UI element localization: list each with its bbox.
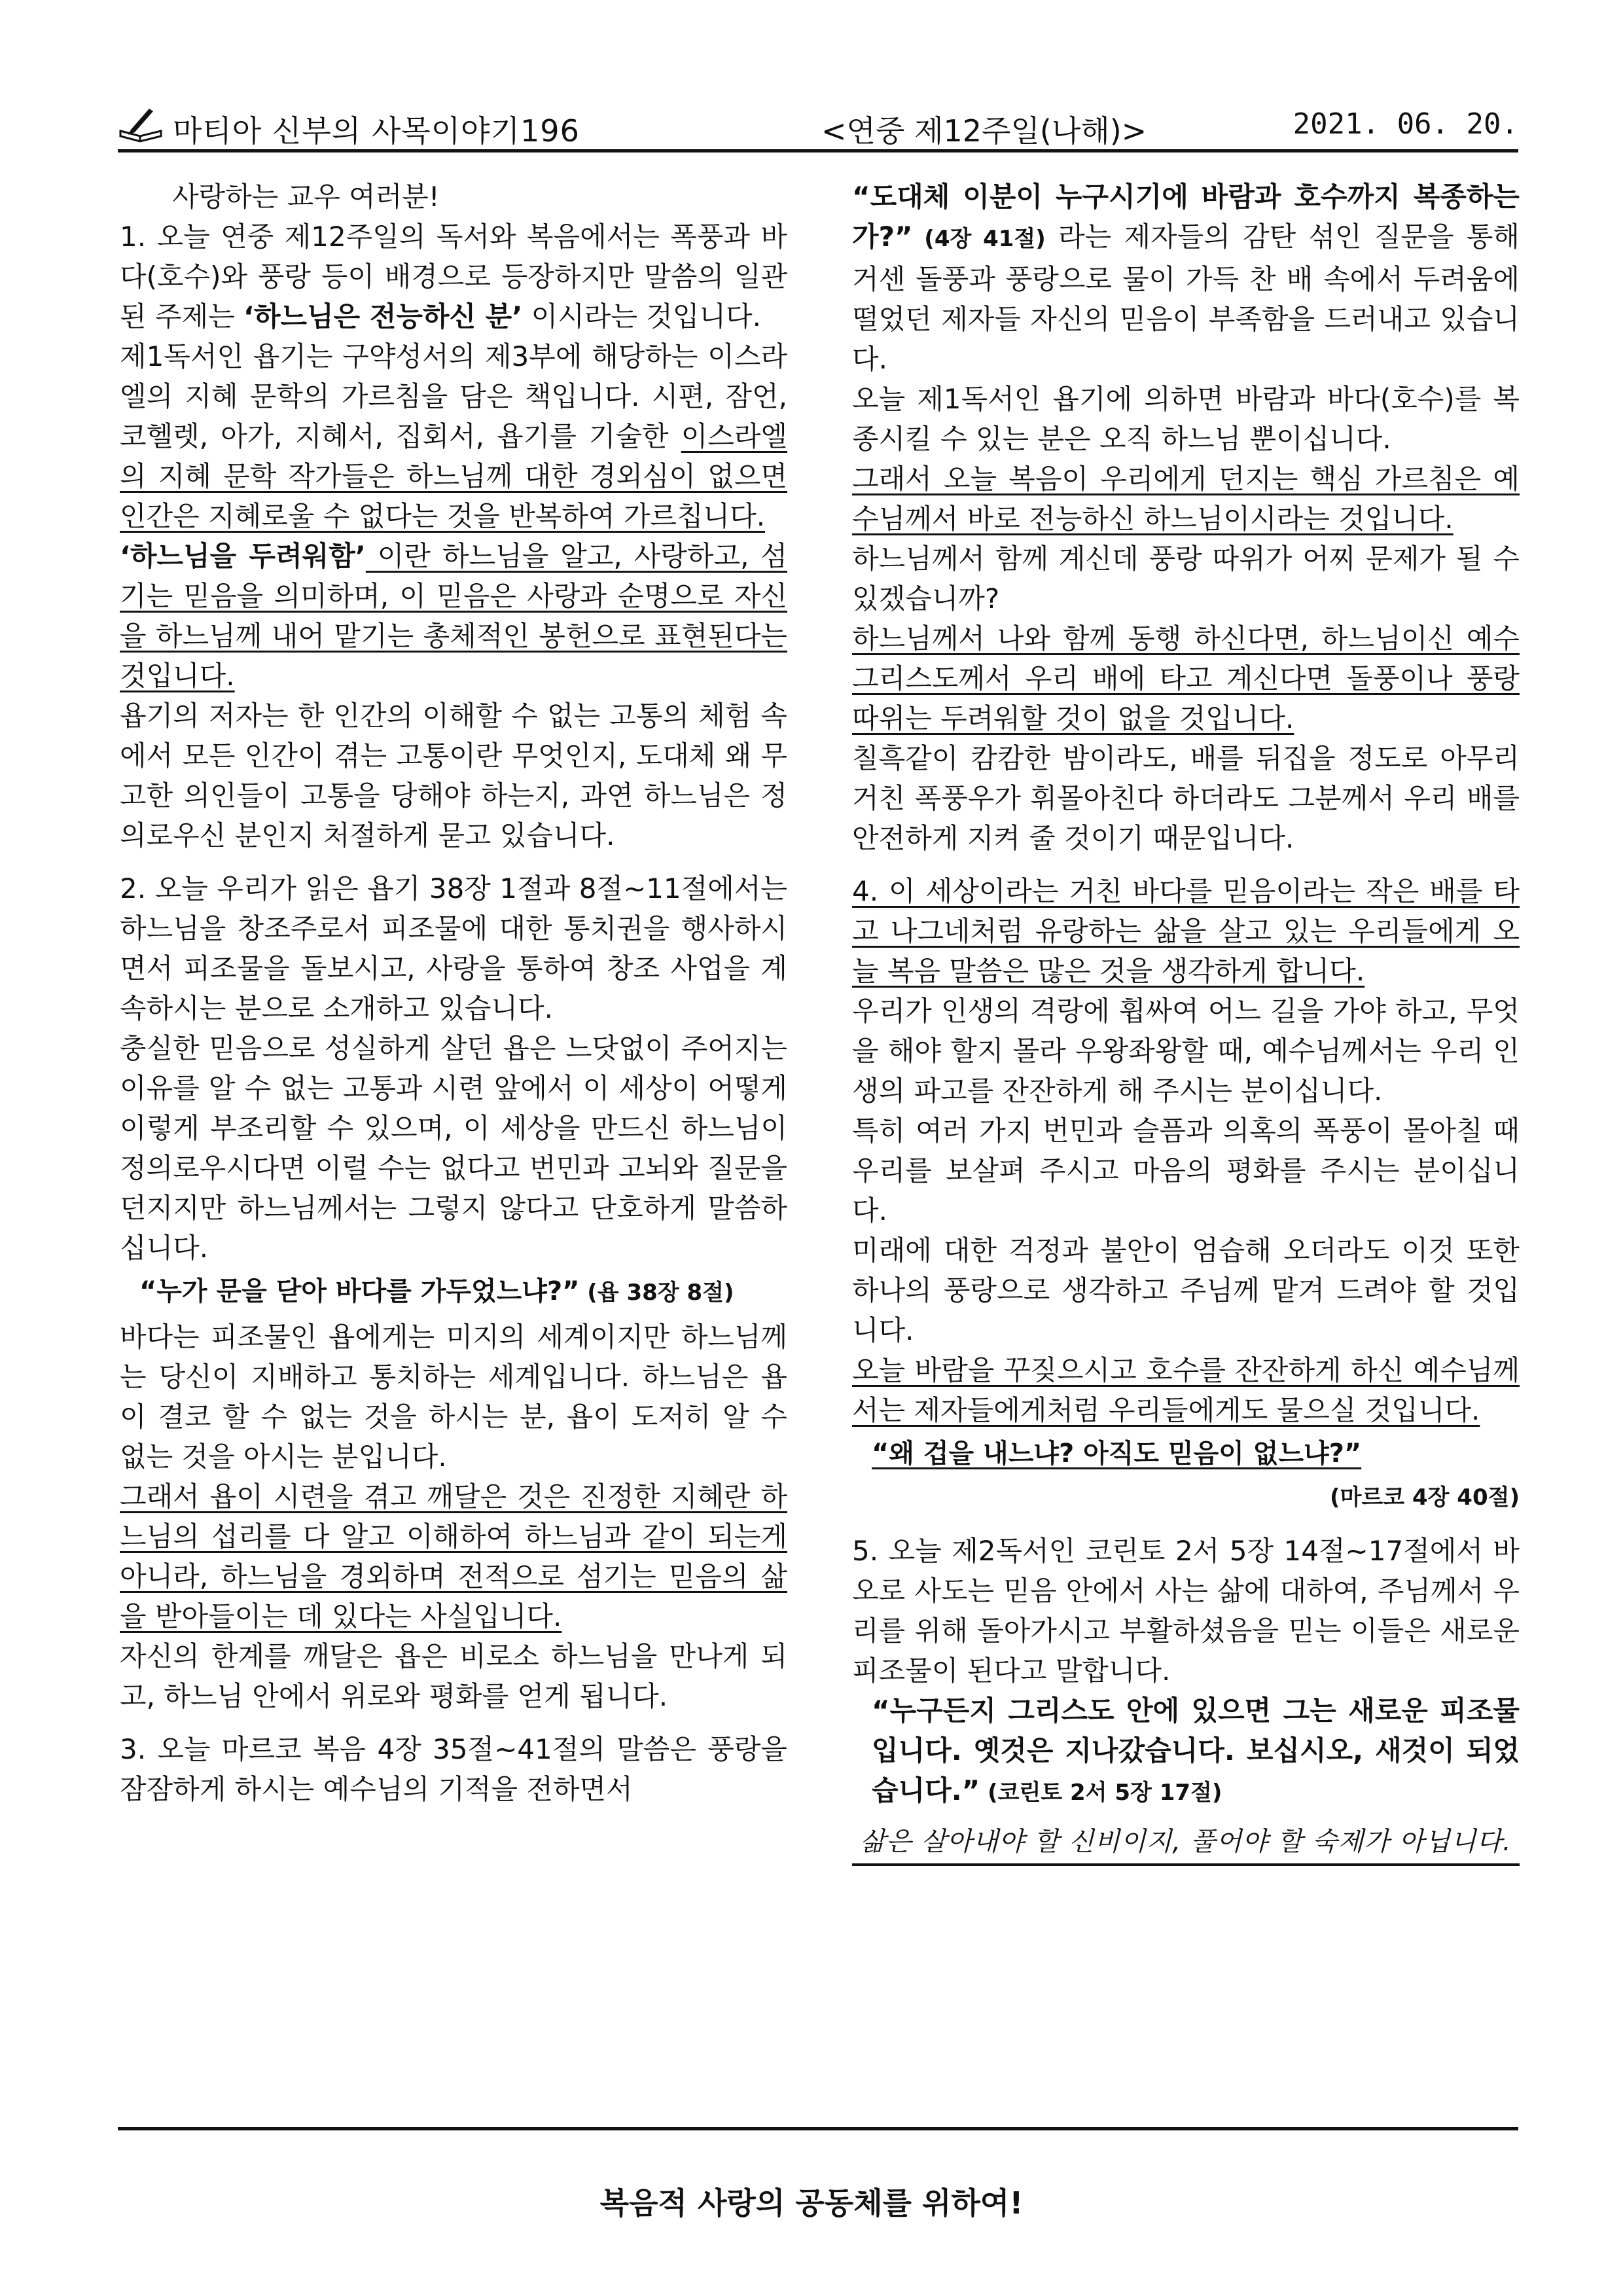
section-2-paragraph-4: 그래서 욥이 시련을 겪고 깨달은 것은 진정한 지혜란 하느님의 섭리를 다 알고 이해하여 하느님과 같이 되는게 아니라, 하느님을 경외하며 전적으로 섬기는 믿음의 삶을 받아들이는 데 있다는 사실입니다. bbox=[120, 1480, 787, 1632]
section-1-paragraph-3: ‘하느님을 두려워함’ 이란 하느님을 알고, 사랑하고, 섬기는 믿음을 의미하며, 이 믿음은 사랑과 순명으로 자신을 하느님께 내어 맡기는 총체적인 봉헌으로 표현된다는 것입니다. bbox=[120, 540, 788, 692]
section-4-paragraph: 4. 이 세상이라는 거친 바다를 믿음이라는 작은 배를 타고 나그네처럼 유랑하는 삶을 살고 있는 우리들에게 오늘 복음 말씀은 많은 것을 생각하게 합니다. bbox=[852, 875, 1520, 987]
closing-line: 삶은 살아내야 할 신비이지, 풀어야 할 숙제가 아닙니다. bbox=[852, 1822, 1520, 1866]
series-title: 마티아 신부의 사목이야기196 bbox=[173, 113, 580, 149]
section-4-paragraph-4: 미래에 대한 걱정과 불안이 엄습해 오더라도 이것 또한 하나의 풍랑으로 생각하고 주님께 맡겨 드려야 할 것입니다. bbox=[852, 1234, 1520, 1346]
footer-rule bbox=[118, 2127, 1518, 2130]
header-rule bbox=[118, 149, 1518, 152]
section-3-paragraph-2: 오늘 제1독서인 욥기에 의하면 바람과 바다(호수)를 복종시킬 수 있는 분은 오직 하느님 뿐이십니다. bbox=[852, 383, 1520, 455]
writing-book-icon bbox=[118, 105, 164, 144]
right-column bbox=[852, 177, 1520, 1892]
section-1-paragraph-2: 제1독서인 욥기는 구약성서의 제3부에 해당하는 이스라엘의 지혜 문학의 가르침을 담은 책입니다. 시편, 잠언, 코헬렛, 아가, 지혜서, 집회서, 욥기를 기술한 이스라엘의 지혜 문학 작가들은 하느님께 대한 경외심이 없으면 인간은 지혜로울 수 없다는 것을 반복하여 가르칩니다. bbox=[120, 340, 787, 532]
section-3-paragraph-6: 칠흑같이 캄캄한 밤이라도, 배를 뒤집을 정도로 아무리 거친 폭풍우가 휘몰아친다 하더라도 그분께서 우리 배를 안전하게 지켜 줄 것이기 때문입니다. bbox=[852, 742, 1520, 854]
section-2-paragraph-3: 바다는 피조물인 욥에게는 미지의 세계이지만 하느님께는 당신이 지배하고 통치하는 세계입니다. 하느님은 욥이 결코 할 수 없는 것을 하시는 분, 욥이 도저히 알 수 없는 것을 아시는 분입니다. bbox=[120, 1321, 787, 1473]
section-2-quote: “누가 문을 닫아 바다를 가두었느냐?” (욥 38장 8절) bbox=[139, 1276, 734, 1306]
section-3-paragraph-4: 하느님께서 함께 계신데 풍랑 따위가 어찌 문제가 될 수 있겠습니까? bbox=[852, 543, 1520, 615]
section-2-paragraph-2: 충실한 믿음으로 성실하게 살던 욥은 느닷없이 주어지는 이유를 알 수 없는 고통과 시련 앞에서 이 세상이 어떻게 이렇게 부조리할 수 있으며, 이 세상을 만드신 하느님이 정의로우시다면 이럴 수는 없다고 번민과 고뇌와 질문을 던지지만 하느님께서는 그렇지 않다고 단호하게 말씀하십니다. bbox=[120, 1032, 787, 1264]
greeting: 사랑하는 교우 여러분! bbox=[172, 181, 440, 213]
section-3-paragraph-3: 그래서 오늘 복음이 우리에게 던지는 핵심 가르침은 예수님께서 바로 전능하신 하느님이시라는 것입니다. bbox=[852, 463, 1520, 535]
section-1-paragraph-4: 욥기의 저자는 한 인간의 이해할 수 없는 고통의 체험 속에서 모든 인간이 겪는 고통이란 무엇인지, 도대체 왜 무고한 의인들이 고통을 당해야 하는지, 과연 하느님은 정의로우신 분인지 처절하게 묻고 있습니다. bbox=[120, 700, 787, 852]
date: 2021. 06. 20. bbox=[1293, 107, 1518, 141]
section-4-paragraph-3: 특히 여러 가지 번민과 슬픔과 의혹의 폭풍이 몰아칠 때 우리를 보살펴 주시고 마음의 평화를 주시는 분이십니다. bbox=[852, 1115, 1520, 1227]
section-3-paragraph-5: 하느님께서 나와 함께 동행 하신다면, 하느님이신 예수 그리스도께서 우리 배에 타고 계신다면 돌풍이나 풍랑 따위는 두려워할 것이 없을 것입니다. bbox=[852, 622, 1520, 734]
footer-motto: 복음적 사랑의 공동체를 위하여! bbox=[599, 2185, 1024, 2221]
section-4-paragraph-2: 우리가 인생의 격랑에 휩싸여 어느 길을 가야 하고, 무엇을 해야 할지 몰라 우왕좌왕할 때, 예수님께서는 우리 인생의 파고를 잔잔하게 해 주시는 분이십니다. bbox=[852, 995, 1520, 1107]
section-3-paragraph: 3. 오늘 마르코 복음 4장 35절~41절의 말씀은 풍랑을 잠잠하게 하시는 예수님의 기적을 전하면서 bbox=[120, 1733, 787, 1805]
section-1-paragraph: 1. 오늘 연중 제12주일의 독서와 복음에서는 폭풍과 바다(호수)와 풍랑 등이 배경으로 등장하지만 말씀의 일관된 주제는 ‘하느님은 전능하신 분’ 이시라는 것입니다. bbox=[120, 221, 787, 332]
left-column bbox=[120, 177, 787, 1809]
section-4-quote: “왜 겁을 내느냐? 아직도 믿음이 없느냐?” bbox=[872, 1439, 1362, 1469]
section-3-quote-paragraph: “도대체 이분이 누구시기에 바람과 호수까지 복종하는가?” (4장 41절) 라는 제자들의 감탄 섞인 질문을 통해 거센 돌풍과 풍랑으로 물이 가득 찬 배 속에서 두려움에 떨었던 제자들 자신의 믿음이 부족함을 드러내고 있습니다. bbox=[852, 181, 1520, 375]
section-2-paragraph: 2. 오늘 우리가 읽은 욥기 38장 1절과 8절~11절에서는 하느님을 창조주로서 피조물에 대한 통치권을 행사하시면서 피조물을 돌보시고, 사랑을 통하여 창조 사업을 계속하시는 분으로 소개하고 있습니다. bbox=[120, 872, 787, 1024]
section-5-paragraph: 5. 오늘 제2독서인 코린토 2서 5장 14절~17절에서 바오로 사도는 믿음 안에서 사는 삶에 대하여, 주님께서 우리를 위해 돌아가시고 부활하셨음을 믿는 이들은 새로운 피조물이 된다고 말합니다. bbox=[852, 1535, 1520, 1687]
section-4-citation: (마르코 4장 40절) bbox=[1330, 1484, 1520, 1511]
section-4-paragraph-5: 오늘 바람을 꾸짖으시고 호수를 잔잔하게 하신 예수님께서는 제자들에게처럼 우리들에게도 물으실 것입니다. bbox=[852, 1354, 1520, 1426]
page-header bbox=[118, 103, 1518, 151]
section-5-quote: “누구든지 그리스도 안에 있으면 그는 새로운 피조물입니다. 옛것은 지나갔습니다. 보십시오, 새것이 되었습니다.” (코린토 2서 5장 17절) bbox=[872, 1695, 1520, 1806]
liturgical-day: <연중 제12주일(나해)> bbox=[821, 113, 1147, 149]
section-2-paragraph-5: 자신의 한계를 깨달은 욥은 비로소 하느님을 만나게 되고, 하느님 안에서 위로와 평화를 얻게 됩니다. bbox=[120, 1640, 787, 1712]
